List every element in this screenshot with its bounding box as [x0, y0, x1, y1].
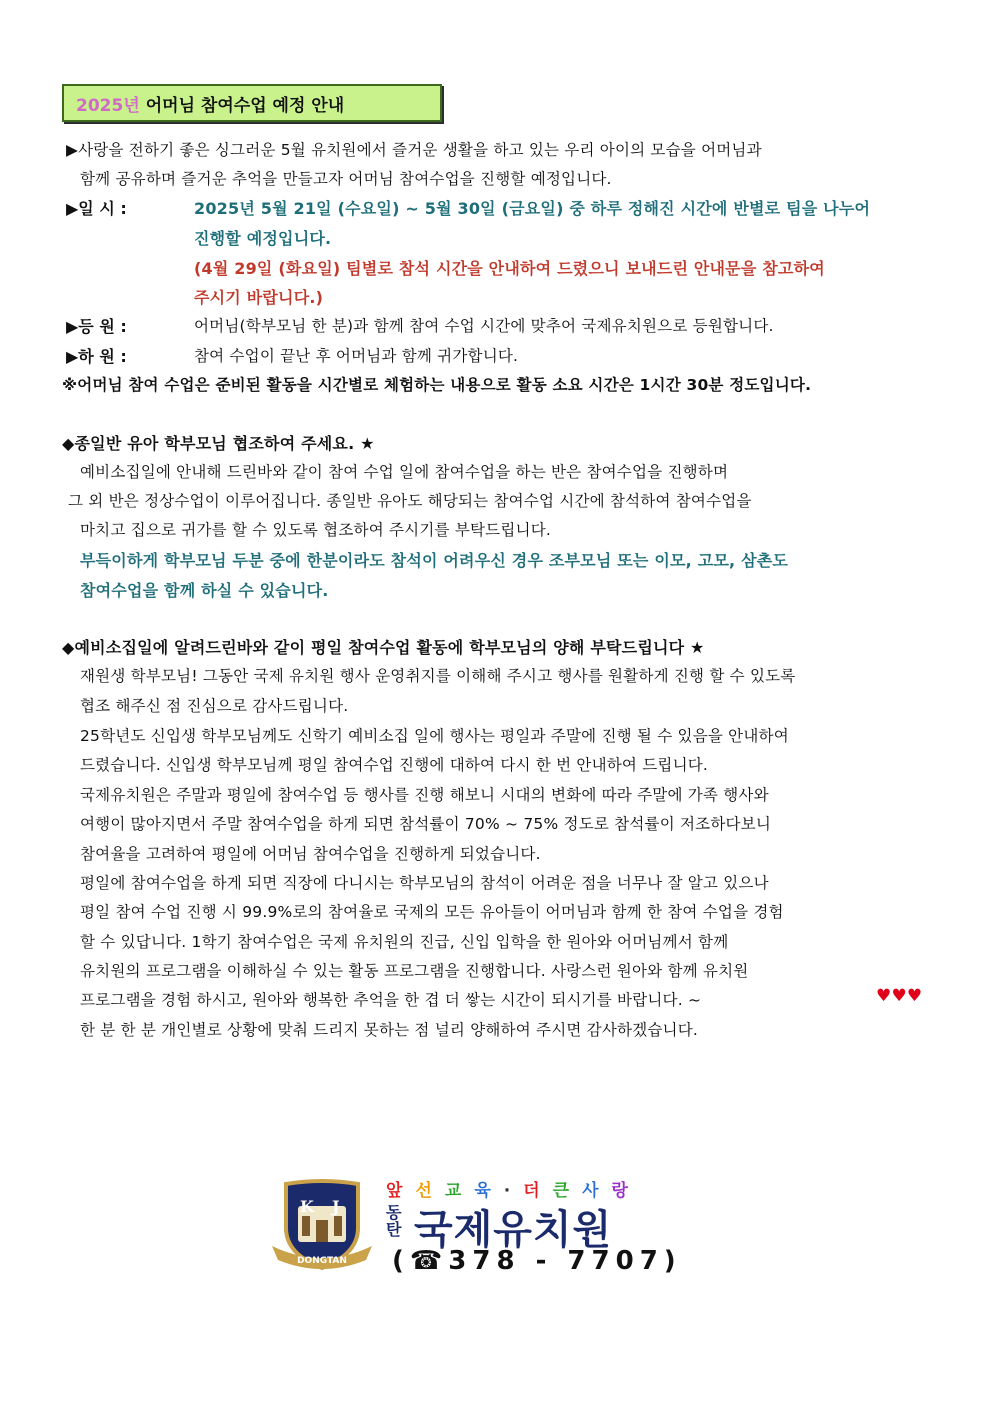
dongtan-label — [386, 1204, 406, 1238]
title-year: 2025년 — [76, 95, 140, 116]
arrival-label: ▶등 원 : — [66, 317, 127, 336]
section2-line: 25학년도 신입생 학부모님께도 신학기 예비소집 일에 행사는 평일과 주말에 진행 될 수 있음을 안내하여 — [80, 727, 789, 745]
slogan-char: 선 — [415, 1181, 445, 1201]
section2-line: 여행이 많아지면서 주말 참여수업을 하게 되면 참석률이 70% ~ 75% 정도로 참석률이 저조하다보니 — [80, 815, 772, 833]
school-logo — [268, 1176, 708, 1276]
slogan-char: 더 — [523, 1181, 553, 1201]
hearts-icon: ♥♥♥ — [876, 986, 923, 1006]
page-title — [62, 84, 442, 122]
schedule-label: ▶일 시 : — [66, 199, 127, 218]
section2-line: 드렸습니다. 신입생 학부모님께 평일 참여수업 진행에 대하여 다시 한 번 안내하여 드립니다. — [80, 756, 709, 774]
slogan-char: 큰 — [552, 1181, 583, 1201]
section2-line: 국제유치원은 주말과 평일에 참여수업 등 행사를 진행 해보니 시대의 변화에 따라 주말에 가족 행사와 — [80, 786, 769, 804]
section1-highlight: 참여수업을 함께 하실 수 있습니다. — [80, 581, 329, 600]
slogan-char: · — [503, 1181, 524, 1201]
section1-heading: ◆종일반 유아 학부모님 협조하여 주세요. ★ — [62, 434, 375, 453]
section2-heading: ◆예비소집일에 알려드린바와 같이 평일 참여수업 활동에 학부모님의 양해 부탁드립니다 ★ — [62, 638, 705, 657]
slogan-char: 교 — [444, 1181, 475, 1201]
emblem-letter-j: J — [332, 1197, 340, 1216]
schedule-line-1: 2025년 5월 21일 (수요일) ~ 5월 30일 (금요일) 중 하루 정해진 시간에 반별로 팀을 나누어 — [194, 199, 871, 218]
section2-line: 프로그램을 경험 하시고, 원아와 행복한 추억을 한 겹 더 쌓는 시간이 되시기를 바랍니다. ~ — [80, 991, 702, 1009]
note-text: ※어머님 참여 수업은 준비된 활동을 시간별로 체험하는 내용으로 활동 소요 시간은 1시간 30분 정도입니다. — [62, 376, 812, 394]
slogan-char: 앞 — [386, 1181, 416, 1201]
schedule-line-4: 주시기 바랍니다.) — [194, 288, 324, 307]
intro-line-2: 함께 공유하며 즐거운 추억을 만들고자 어머님 참여수업을 진행할 예정입니다. — [80, 170, 612, 188]
intro-line-1: ▶사랑을 전하기 좋은 싱그러운 5월 유치원에서 즐거운 생활을 하고 있는 우리 아이의 모습을 어머님과 — [66, 141, 762, 159]
section2-line: 참여율을 고려하여 평일에 어머님 참여수업을 진행하게 되었습니다. — [80, 845, 541, 863]
school-emblem-icon — [268, 1176, 376, 1276]
section1-highlight: 부득이하게 학부모님 두분 중에 한분이라도 참석이 어려우신 경우 조부모님 또는 이모, 고모, 삼촌도 — [80, 551, 789, 570]
slogan-char: 랑 — [611, 1181, 641, 1201]
departure-label: ▶하 원 : — [66, 347, 127, 366]
section1-line: 그 외 반은 정상수업이 이루어집니다. 종일반 유아도 해당되는 참여수업 시간에 참석하여 참여수업을 — [68, 492, 752, 510]
emblem-ribbon-text: DONGTAN — [297, 1256, 347, 1266]
section2-line: 할 수 있답니다. 1학기 참여수업은 국제 유치원의 진급, 신입 입학을 한 원아와 어머님께서 함께 — [80, 933, 729, 951]
section1-line: 마치고 집으로 귀가를 할 수 있도록 협조하여 주시기를 부탁드립니다. — [80, 521, 551, 539]
school-name: 국제유치원 — [414, 1207, 613, 1253]
emblem-letter-k: K — [300, 1197, 314, 1216]
section1-line: 예비소집일에 안내해 드린바와 같이 참여 수업 일에 참여수업을 하는 반은 참여수업을 진행하며 — [80, 463, 729, 481]
school-phone: (☎378 - 7707) — [392, 1246, 682, 1276]
schedule-line-3: (4월 29일 (화요일) 팀별로 참석 시간을 안내하여 드렸으니 보내드린 안내문을 참고하여 — [194, 259, 825, 278]
section2-line: 유치원의 프로그램을 이해하실 수 있는 활동 프로그램을 진행합니다. 사랑스런 원아와 함께 유치원 — [80, 962, 749, 980]
section2-line: 한 분 한 분 개인별로 상황에 맞춰 드리지 못하는 점 널리 양해하여 주시면 감사하겠습니다. — [80, 1021, 699, 1039]
schedule-line-2: 진행할 예정입니다. — [194, 229, 332, 248]
slogan-char: 육 — [474, 1181, 504, 1201]
arrival-text: 어머님(학부모님 한 분)과 함께 참여 수업 시간에 맞추어 국제유치원으로 등원합니다. — [194, 317, 774, 335]
section2-line: 평일 참여 수업 진행 시 99.9%로의 참여율로 국제의 모든 유아들이 어머님과 함께 한 참여 수업을 경험 — [80, 903, 784, 921]
section2-line: 협조 해주신 점 진심으로 감사드립니다. — [80, 697, 349, 715]
departure-text: 참여 수업이 끝난 후 어머님과 함께 귀가합니다. — [194, 347, 519, 365]
slogan-char: 사 — [582, 1181, 612, 1201]
section2-line: 평일에 참여수업을 하게 되면 직장에 다니시는 학부모님의 참석이 어려운 점을 너무나 잘 알고 있으나 — [80, 874, 769, 892]
title-text: 어머님 참여수업 예정 안내 — [145, 95, 345, 116]
section2-line: 재원생 학부모님! 그동안 국제 유치원 행사 운영취지를 이해해 주시고 행사를 원활하게 진행 할 수 있도록 — [80, 667, 796, 685]
dongtan-char: 동 — [386, 1203, 402, 1222]
dongtan-char: 탄 — [386, 1220, 402, 1239]
